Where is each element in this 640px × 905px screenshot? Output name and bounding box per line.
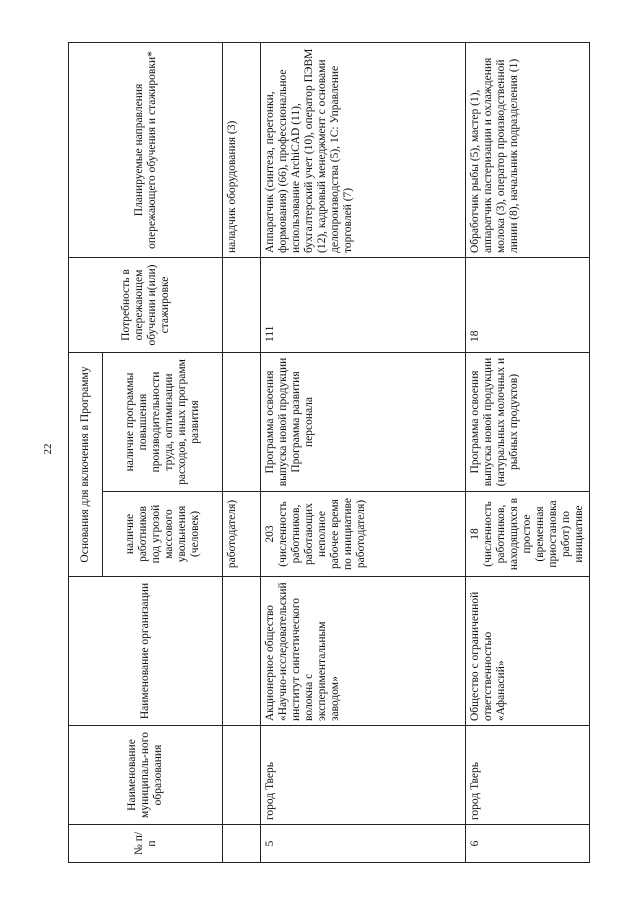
cell-num: 6 bbox=[466, 825, 590, 863]
cell-need: 111 bbox=[261, 258, 466, 353]
cell-directions: Аппаратчик (синтеза, перегонки, формования) (66), профессиональное использование ArchiCAD (11), бухгалтерский учет (10), оператор ПЭВМ (12), кадровый менеджмент с основами делопроизводства (5), 1С: Управление торговлей (7) bbox=[261, 43, 466, 258]
cont-directions: наладчик оборудования (3) bbox=[223, 43, 261, 258]
cont-municipality bbox=[223, 726, 261, 825]
cell-need: 18 bbox=[466, 258, 590, 353]
cont-organization bbox=[223, 577, 261, 726]
header-workers: наличие работников под угрозой массового увольнения (человек) bbox=[103, 492, 223, 577]
cell-municipality: город Тверь bbox=[261, 726, 466, 825]
cont-workers: работодателя) bbox=[223, 492, 261, 577]
cell-organization: Общество с ограниченной ответственностью «Афанасий» bbox=[466, 577, 590, 726]
header-num: № п/п bbox=[69, 825, 223, 863]
program-table bbox=[68, 42, 590, 863]
header-municipality: Наименование муниципаль-ного образования bbox=[69, 726, 223, 825]
header-program: наличие программы повышения производительности труда, оптимизации расходов, иных программ развития bbox=[103, 353, 223, 492]
continuation-row bbox=[223, 43, 261, 863]
cell-workers: 18 (численность работников, находящихся в простое (временная приостановка работ) по инициативе bbox=[466, 492, 590, 577]
cell-organization: Акционерное общество «Научно-исследовательский институт синтетического волокна с экспериментальным заводом» bbox=[261, 577, 466, 726]
cell-municipality: город Тверь bbox=[466, 726, 590, 825]
rotated-table-frame bbox=[68, 43, 585, 863]
cell-program: Программа освоения выпуска новой продукции (натуральных молочных и рыбных продуктов) bbox=[466, 353, 590, 492]
table-row bbox=[261, 43, 466, 863]
header-need: Потребность в опережающем обучении и(или) стажировке bbox=[69, 258, 223, 353]
cont-num bbox=[223, 825, 261, 863]
cell-directions: Обработчик рыбы (5), мастер (1), аппаратчик пастеризации и охлаждения молока (3), оператор производственной линии (8), начальник подразделения (1) bbox=[466, 43, 590, 258]
header-row-1 bbox=[69, 43, 103, 863]
header-organization: Наименование организации bbox=[69, 577, 223, 726]
page-number: 22 bbox=[42, 443, 54, 455]
header-grounds: Основания для включения в Программу bbox=[69, 353, 103, 577]
cell-program: Программа освоения выпуска новой продукции Программа развития персонала bbox=[261, 353, 466, 492]
table-row bbox=[466, 43, 590, 863]
cont-need bbox=[223, 258, 261, 353]
header-directions: Планируемые направления опережающего обучения и стажировки* bbox=[69, 43, 223, 258]
table-container bbox=[68, 43, 585, 863]
cell-workers: 203 (численность работников, работающих неполное рабочее время по инициативе работодателя) bbox=[261, 492, 466, 577]
cont-program bbox=[223, 353, 261, 492]
cell-num: 5 bbox=[261, 825, 466, 863]
